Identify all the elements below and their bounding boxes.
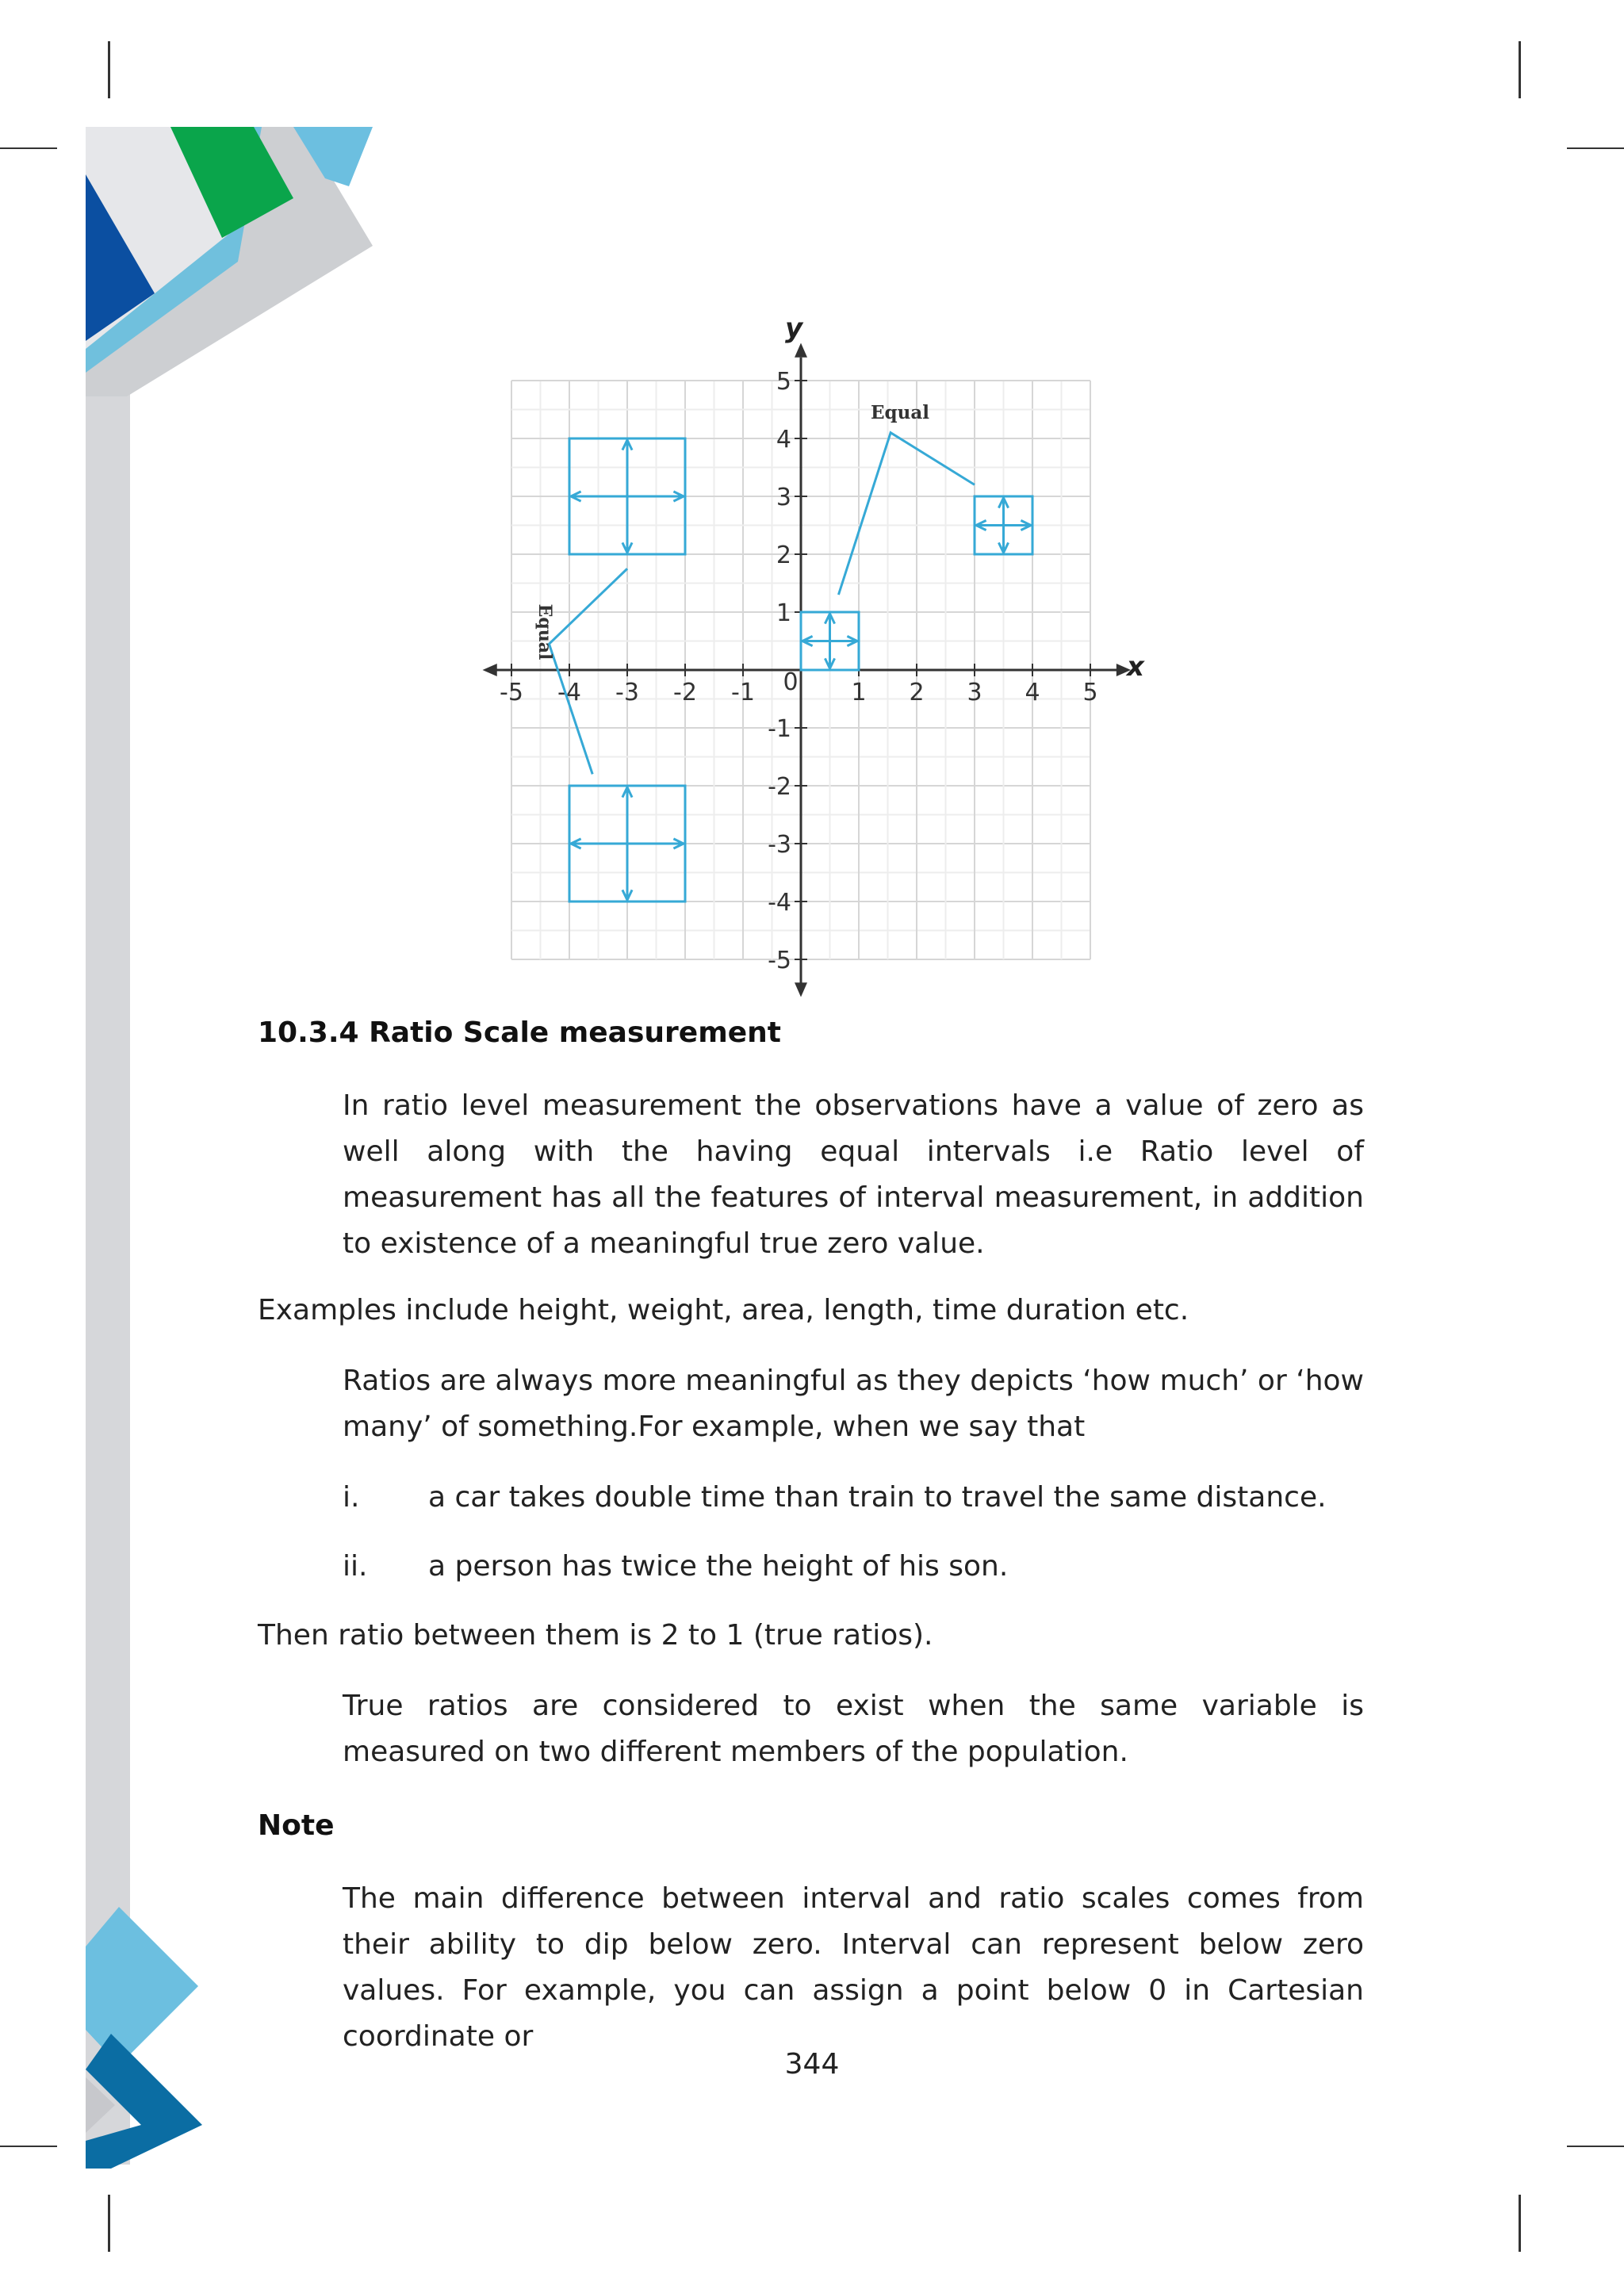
scaled-box [801, 612, 859, 670]
crop-mark [0, 2146, 57, 2147]
paragraph-ratios-meaningful: Ratios are always more meaningful as they depicts ‘how much’ or ‘how many’ of something.For example, when we say that [343, 1365, 1364, 1443]
y-axis-arrow [795, 982, 807, 997]
list-item-text: a car takes double time than train to travel the same distance. [428, 1481, 1327, 1514]
list-item-number: ii. [343, 1550, 368, 1583]
paragraph-true-ratios: True ratios are considered to exist when the same variable is measured on two different members of the population. [343, 1690, 1364, 1768]
y-axis-label: y [785, 312, 803, 344]
y-tick-label: -3 [768, 831, 791, 859]
origin-label: 0 [783, 668, 799, 696]
connector-line-left [549, 568, 627, 774]
crop-mark [108, 2195, 110, 2252]
x-tick-label: 1 [851, 679, 867, 706]
x-tick-label: 3 [967, 679, 982, 706]
y-tick-label: 2 [776, 542, 791, 569]
x-tick-label: -1 [731, 679, 755, 706]
crop-mark [1567, 147, 1624, 149]
x-axis-label: x [1127, 651, 1144, 683]
crop-mark [0, 147, 57, 149]
x-tick-label: 2 [909, 679, 925, 706]
y-tick-label: 4 [776, 426, 791, 454]
x-tick-label: 5 [1082, 679, 1098, 706]
paragraph-then-ratio: Then ratio between them is 2 to 1 (true ratios). [258, 1619, 933, 1652]
list-item-text: a person has twice the height of his son. [428, 1550, 1009, 1583]
y-tick-label: 1 [776, 599, 791, 627]
x-tick-label: -2 [673, 679, 697, 706]
scaled-box [569, 786, 685, 902]
y-tick-label: 3 [776, 484, 791, 511]
x-tick-label: 4 [1025, 679, 1040, 706]
equal-annotation-left: Equal [534, 603, 555, 660]
coordinate-grid-figure [476, 309, 1158, 999]
y-tick-label: -5 [768, 947, 791, 974]
paragraph-examples: Examples include height, weight, area, length, time duration etc. [258, 1294, 1189, 1326]
y-tick-label: 5 [776, 368, 791, 396]
y-axis-arrow [795, 343, 807, 358]
crop-mark [1519, 41, 1521, 98]
y-tick-label: -2 [768, 773, 791, 801]
x-tick-label: -3 [615, 679, 639, 706]
y-tick-label: -1 [768, 715, 791, 743]
scaled-box [569, 438, 685, 554]
crop-mark [1519, 2195, 1521, 2252]
y-tick-label: -4 [768, 889, 791, 917]
paragraph-note: The main difference between interval and ratio scales comes from their ability to dip below zero. Interval can represent below zero values. For example, you can assign a point below 0 in Cartesian coordinate or [343, 1882, 1364, 2053]
list-item [343, 1544, 1008, 1590]
list-item [343, 1475, 1327, 1521]
x-axis-arrow [483, 664, 497, 676]
list-item-number: i. [343, 1481, 360, 1514]
page-number: 344 [784, 2048, 840, 2081]
scaled-box [975, 496, 1032, 554]
equal-annotation-top: Equal [871, 402, 929, 423]
crop-mark [108, 41, 110, 98]
crop-mark [1567, 2146, 1624, 2147]
paragraph-ratio-definition: In ratio level measurement the observations have a value of zero as well along with the having equal intervals i.e Ratio level of measurement has all the features of interval measurement, in addition to existence of a meaningful true zero value. [343, 1089, 1364, 1260]
x-tick-label: -5 [500, 679, 523, 706]
section-heading: 10.3.4 Ratio Scale measurement [258, 1016, 781, 1049]
note-heading: Note [258, 1809, 335, 1842]
x-tick-label: -4 [557, 679, 581, 706]
